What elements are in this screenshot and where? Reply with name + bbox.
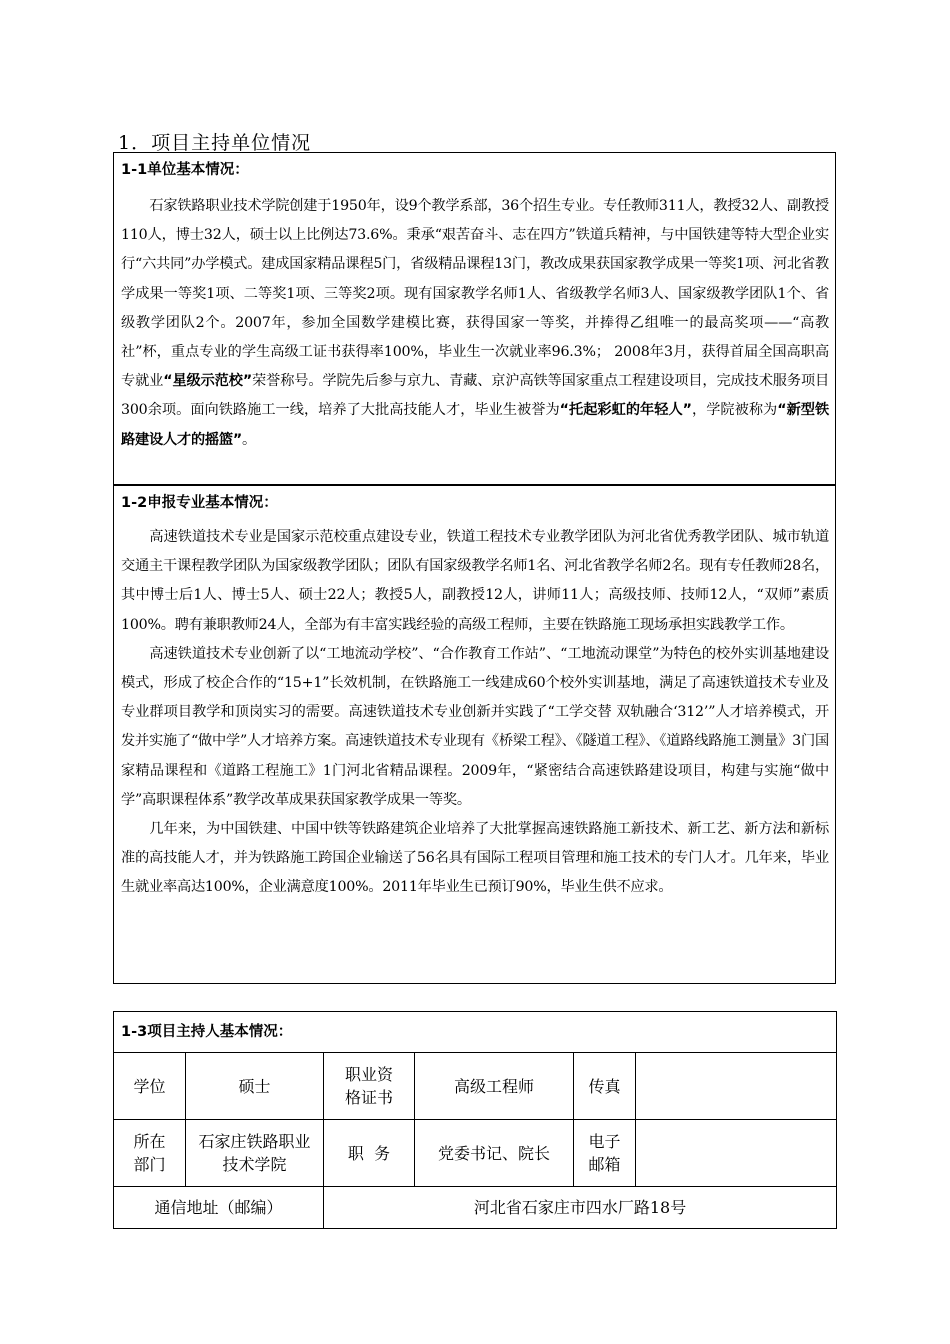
department-label xyxy=(114,1120,186,1187)
major-info-paragraph-1: 高速铁道技术专业是国家示范校重点建设专业，铁道工程技术专业教学团队为河北省优秀教学团队、城市轨道交通主干课程教学团队为国家级教学团队；团队有国家级教学名师1名、河北省教学名师2名。现有专任教师28名，其中博士后1人、博士5人、硕士22人；教授5人，副教授12人，讲师11人；高级技师、技师12人，“双师”素质100%。聘有兼职教师24人，全部为有丰富实践经验的高级工程师，主要在铁路施工现场承担实践教学工作。 xyxy=(121,529,829,633)
address-value: 河北省石家庄市四水厂路18号 xyxy=(324,1187,837,1229)
major-info-paragraph-2: 高速铁道技术专业创新了以“工地流动学校”、“合作教育工作站”、“工地流动课堂”为特色的校外实训基地建设模式，形成了校企合作的“15+1”长效机制，在铁路施工一线建成60个校外实训基地，满足了高速铁道技术专业及专业群项目教学和顶岗实习的需要。高速铁道技术专业创新并实践了“工学交替 双轨融合‘312’”人才培养模式，开发并实施了“做中学”人才培养方案。高速铁道技术专业现有《桥梁工程》、《隧道工程》、《道路线路施工测量》3门国家精品课程和《道路工程施工》1门河北省精品课程。2009年，“紧密结合高速铁路建设项目，构建与实施“做中学”高职课程体系”教学改革成果获国家教学成果一等奖。 xyxy=(121,645,829,808)
unit-info-bold-2: “托起彩虹的年轻人” xyxy=(559,402,692,419)
department-label-text: 所在部门 xyxy=(133,1132,166,1174)
certificate-label xyxy=(324,1053,415,1120)
certificate-value: 高级工程师 xyxy=(415,1053,574,1120)
project-leader-table xyxy=(113,1011,837,1229)
unit-info-text-1: 石家铁路职业技术学院创建于1950年，设9个教学系部，36个招生专业。专任教师311人，教授32人、副教授110人，博士32人，硕士以上比例达73.6%。秉承“艰苦奋斗、志在四方”铁道兵精神，与中国铁建等特大型企业实行“六共同”办学模式。建成国家精品课程5门，省级精品课程13门，教改成果获国家教学成果一等奖1项、河北省教学成果一等奖1项、二等奖1项、三等奖2项。现有国家教学名师1人、省级教学名师3人、国家级教学团队1个、省级教学团队2个。2007年，参加全国数学建模比赛，获得国家一等奖，并捧得乙组唯一的最高奖项——“高教社”杯，重点专业的学生高级工证书获得率100%，毕业生一次就业率96.3%； 2008年3月，获得首届全国高职高专就业 xyxy=(121,198,829,390)
position-value: 党委书记、院长 xyxy=(415,1120,574,1187)
major-info-paragraph-3: 几年来，为中国铁建、中国中铁等铁路建筑企业培养了大批掌握高速铁路施工新技术、新工艺、新方法和新标准的高技能人才，并为铁路施工跨国企业输送了56名具有国际工程项目管理和施工技术的专门人才。几年来，毕业生就业率高达100%，企业满意度100%。2011年毕业生已预订90%，毕业生供不应求。 xyxy=(121,821,829,896)
fax-label: 传真 xyxy=(574,1053,636,1120)
section-title-major-info: 1-2申报专业基本情况： xyxy=(114,485,835,513)
degree-value: 硕士 xyxy=(186,1053,324,1120)
department-value xyxy=(186,1120,324,1187)
page-heading: 1．项目主持单位情况 xyxy=(118,132,312,154)
degree-label: 学位 xyxy=(114,1053,186,1120)
position-label: 职 务 xyxy=(324,1120,415,1187)
unit-info-paragraph xyxy=(114,192,835,455)
certificate-label-text: 职业资格证书 xyxy=(344,1065,393,1107)
email-label-text: 电子邮箱 xyxy=(588,1132,621,1174)
fax-value xyxy=(636,1053,837,1120)
unit-info-text-2: 荣誉称号。学院先后参与京九、青藏、京沪高铁等国家重点工程建设项目，完成技术服务项目300余项。面向铁路施工一线，培养了大批高技能人才，毕业生被誉为 xyxy=(121,373,830,419)
section-title-unit-info: 1-1单位基本情况： xyxy=(121,162,249,178)
section-title-leader-info: 1-3项目主持人基本情况： xyxy=(114,1012,837,1053)
unit-info-bold-1: “星级示范校” xyxy=(163,373,252,390)
email-value xyxy=(636,1120,837,1187)
department-value-text: 石家庄铁路职业技术学院 xyxy=(198,1132,311,1174)
unit-info-bold-3: “新型铁路建设人才的摇篮” xyxy=(121,402,829,448)
unit-basic-info-section xyxy=(113,152,836,485)
major-basic-info-section xyxy=(113,485,836,984)
email-label xyxy=(574,1120,636,1187)
address-label: 通信地址（邮编） xyxy=(114,1187,324,1229)
unit-info-text-4: 。 xyxy=(242,431,257,448)
unit-info-text-3: ，学院被称为 xyxy=(691,402,778,419)
